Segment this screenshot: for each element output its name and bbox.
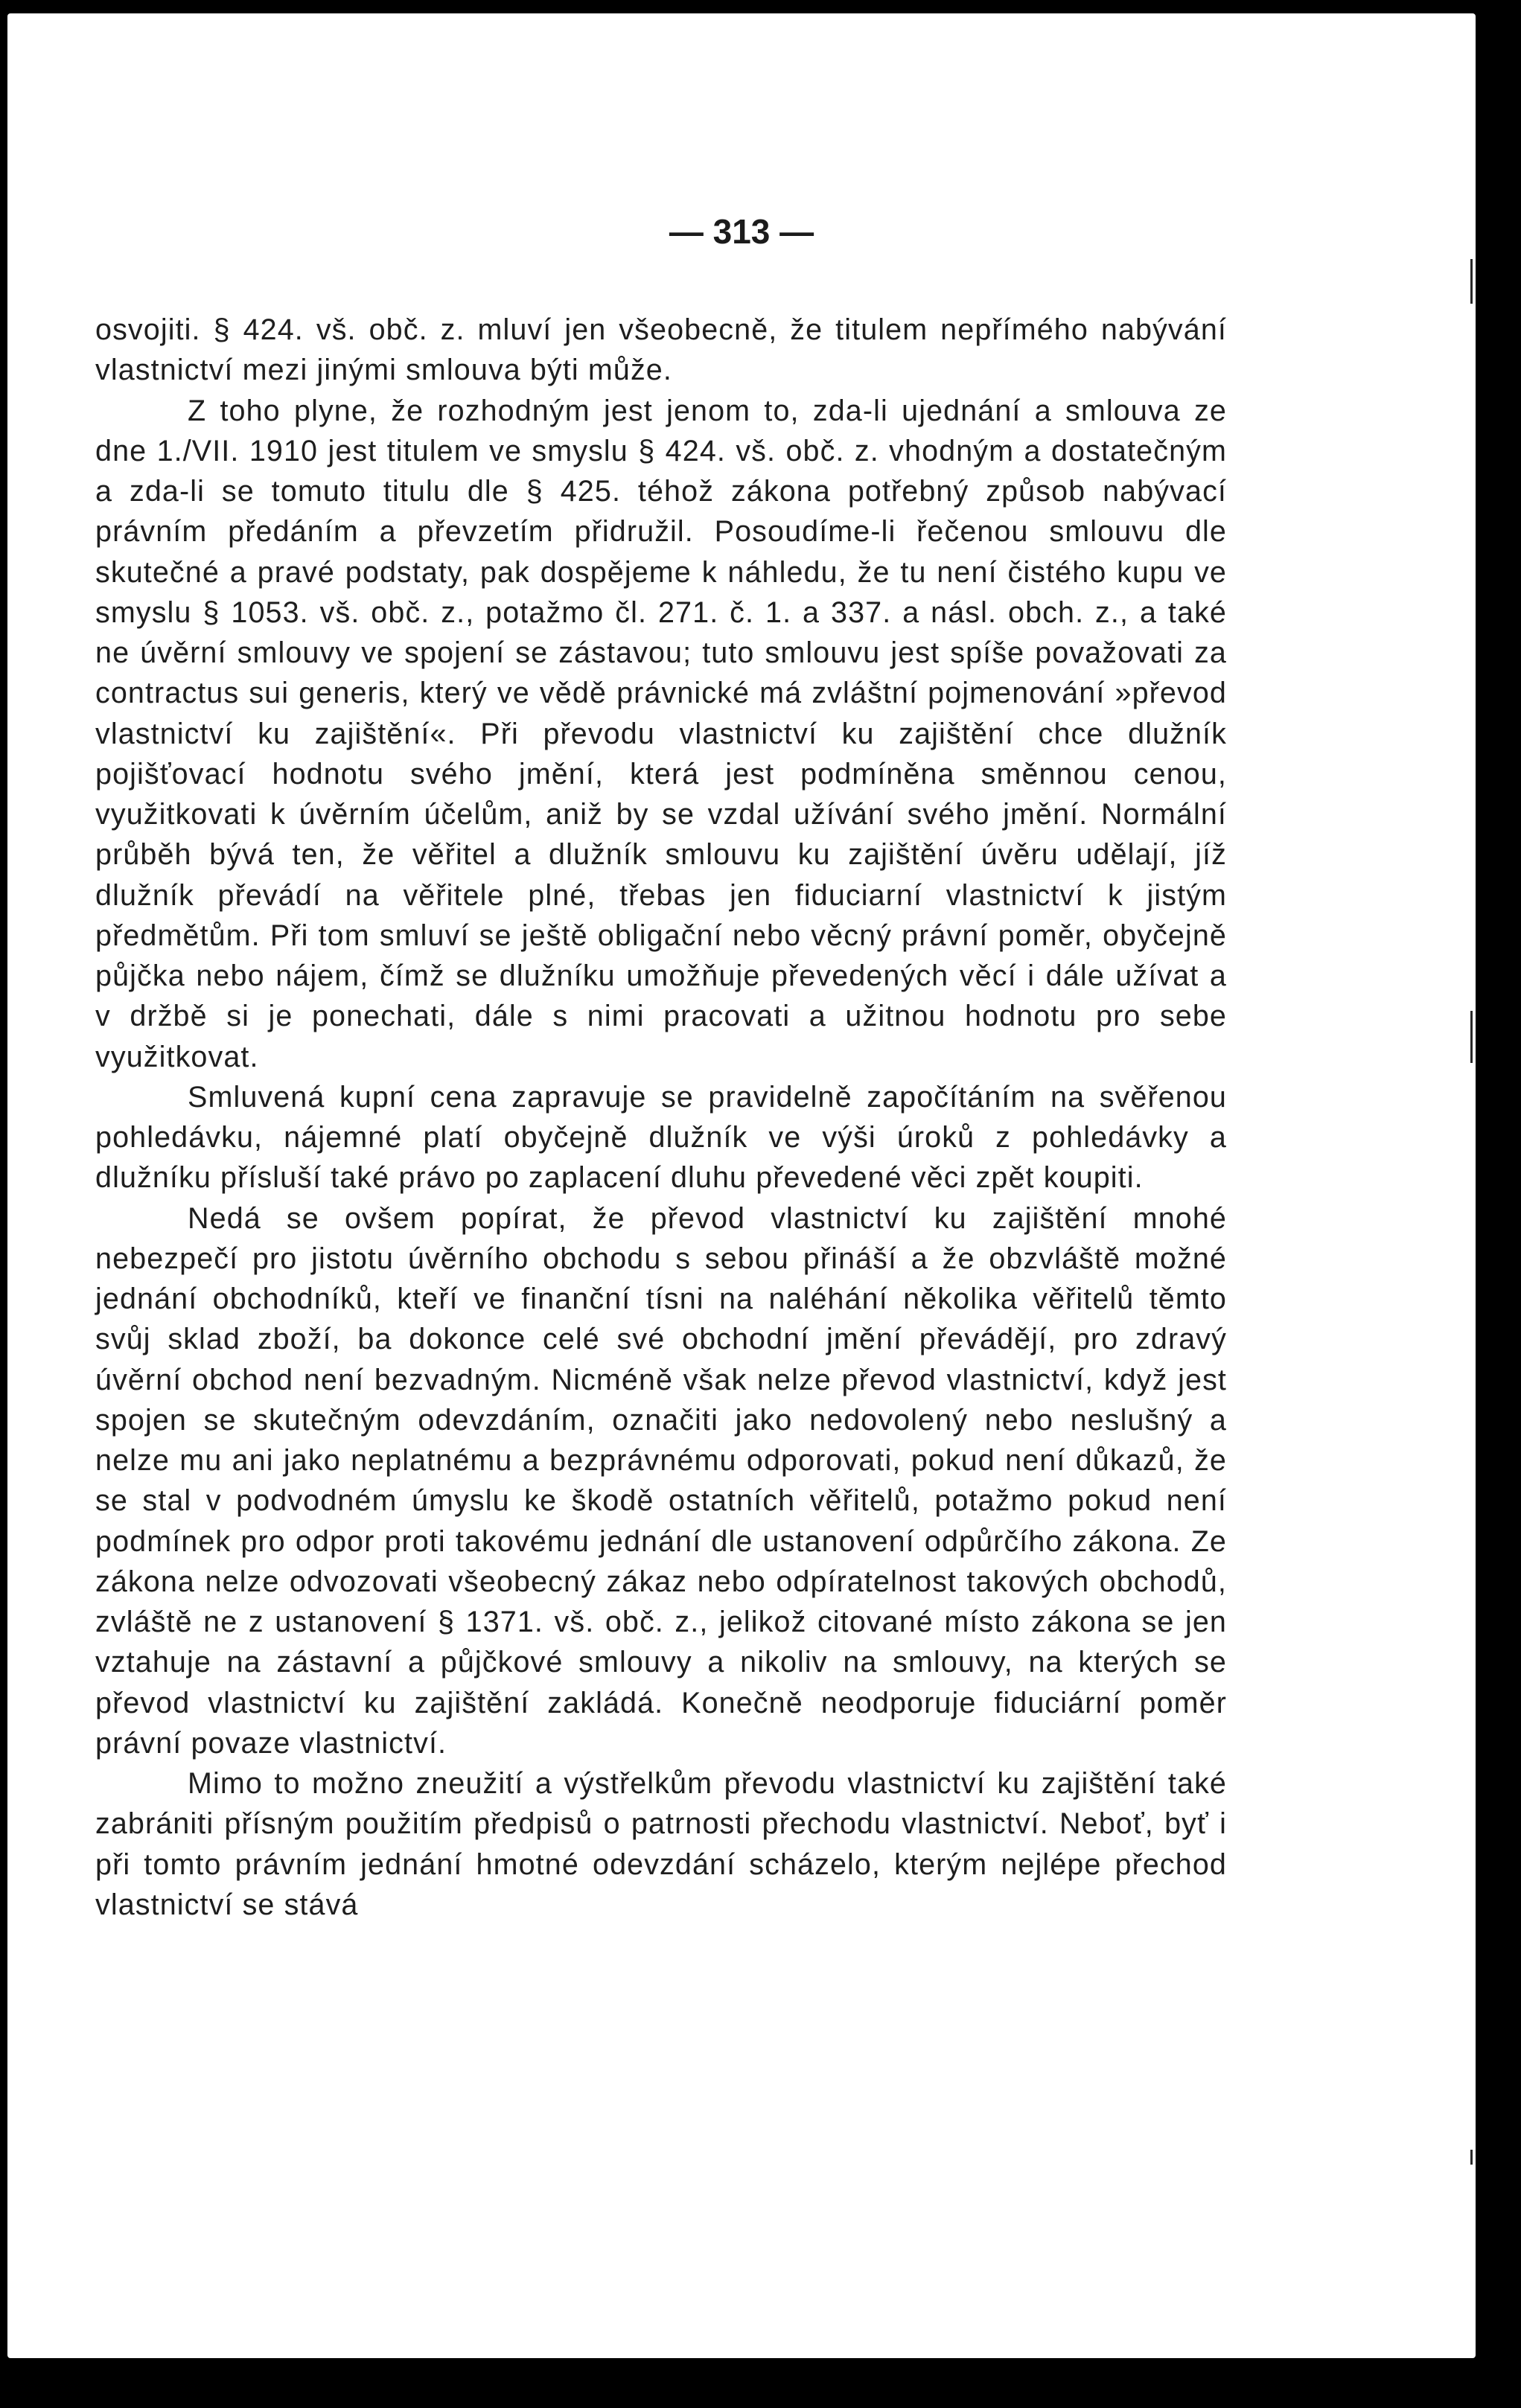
scanned-page <box>7 13 1476 2358</box>
scan-edge-mark <box>1470 2150 1473 2165</box>
page-number: — 313 — <box>669 212 814 251</box>
paragraph-5: Mimo to možno zneužití a výstřelkům převodu vlastnictví ku zajištění také zabrániti přísným použitím předpisů o patrnosti přechodu vlastnictví. Neboť, byť i při tomto právním jednání hmotné odevzdání scházelo, kterým nejlépe přechod vlastnictví se stává <box>95 1767 1227 1921</box>
paragraph-4: Nedá se ovšem popírat, že převod vlastnictví ku zajištění mnohé nebezpečí pro jistotu úvěrního obchodu s sebou přináší a že obzvláště možné jednání obchodníků, kteří ve finanční tísni na naléhání několika věřitelů těmto svůj sklad zboží, ba dokonce celé své obchodní jmění převádějí, pro zdravý úvěrní obchod není bezvadným. Nicméně však nelze převod vlastnictví, když jest spojen se skutečným odevzdáním, označiti jako nedovolený nebo neslušný a nelze mu ani jako neplatnému a bezprávnému odporovati, pokud není důkazů, že se stal v podvodném úmyslu ke škodě ostatních věřitelů, potažmo pokud není podmínek pro odpor proti takovému jednání dle ustanovení odpůrčího zákona. Ze zákona nelze odvozovati všeobecný zákaz nebo odpíratelnost takových obchodů, zvláště ne z ustanovení § 1371. vš. obč. z., jelikož citované místo zákona se jen vztahuje na zástavní a půjčkové smlouvy a nikoliv na smlouvy, na kterých se převod vlastnictví ku zajištění zakládá. Konečně neodporuje fiduciární poměr právní povaze vlastnictví. <box>95 1201 1227 1760</box>
paragraph-3: Smluvená kupní cena zapravuje se pravidelně započítáním na svěřenou pohledávku, nájemné platí obyčejně dlužník ve výši úroků z pohledávky a dlužníku přísluší také právo po zaplacení dluhu převedené věci zpět koupiti. <box>95 1080 1227 1195</box>
paragraph-1: osvojiti. § 424. vš. obč. z. mluví jen všeobecně, že titulem nepřímého nabývání vlastnictví mezi jinými smlouva býti může. <box>95 313 1227 387</box>
body-text <box>95 310 1227 1925</box>
paragraph-2: Z toho plyne, že rozhodným jest jenom to, zda-li ujednání a smlouva ze dne 1./VII. 1910 jest titulem ve smyslu § 424. vš. obč. z. vhodným a dostatečným a zda-li se tomuto titulu dle § 425. téhož zákona potřebný způsob nabývací právním předáním a převzetím přidružil. Posoudíme-li řečenou smlouvu dle skutečné a pravé podstaty, pak dospějeme k náhledu, že tu není čistého kupu ve smyslu § 1053. vš. obč. z., potažmo čl. 271. č. 1. a 337. a násl. obch. z., a také ne úvěrní smlouvy ve spojení se zástavou; tuto smlouvu jest spíše považovati za contractus sui generis, který ve vědě právnické má zvláštní pojmenování »převod vlastnictví ku zajištění«. Při převodu vlastnictví ku zajištění chce dlužník pojišťovací hodnotu svého jmění, která jest podmíněna směnnou cenou, využitkovati k úvěrním účelům, aniž by se vzdal užívání svého jmění. Normální průběh bývá ten, že věřitel a dlužník smlouvu ku zajištění úvěru udělají, jíž dlužník převádí na věřitele plné, třebas jen fiduciarní vlastnictví k jistým předmětům. Při tom smluví se ještě obligační nebo věcný právní poměr, obyčejně půjčka nebo nájem, čímž se dlužníku umožňuje převedených věcí i dále užívat a v držbě si je ponechati, dále s nimi pracovati a užitnou hodnotu pro sebe využitkovat. <box>95 394 1227 1073</box>
scan-edge-mark <box>1470 1011 1473 1063</box>
scan-edge-mark <box>1470 259 1473 304</box>
